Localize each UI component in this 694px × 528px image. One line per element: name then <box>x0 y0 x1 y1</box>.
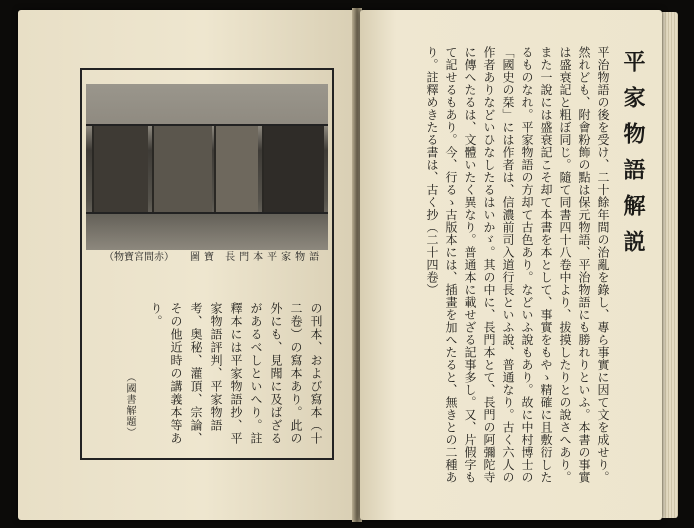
right-page <box>360 10 662 520</box>
scroll-1 <box>92 126 148 212</box>
figure-caption: 圖寶 長門本平家物語 <box>190 252 324 263</box>
quote-source: （國書解題） <box>124 372 135 438</box>
scroll-4 <box>262 126 324 212</box>
quote-text: の刊本、および寫本（十二卷）の寫本あり。此の外にも、見聞に及ばざるがあるべしといへり。註釋本には平家物語抄、平家物語評判、平家物語考、奥秘、灌頂、宗論、その他近時の講義本等あり。 <box>149 302 323 445</box>
figure-frame <box>80 68 334 460</box>
figure-note: （物寶宮間赤） <box>104 252 174 263</box>
scroll-photo <box>86 84 328 250</box>
scroll-3 <box>214 126 258 212</box>
body-text: 平治物語の後を受け、二十餘年間の治亂を錄し、專ら事實に因て文を成せり。然れども、附會粉飾の點は保元物語、平治物語にも勝れりといふ。本書の事實は盛衰記と粗ぼ同じ。隨て同書四十八卷中より、拔摸したりとの說さへあり。また一說には盛衰記こそ却て本書を本として、事實をもやゝ精確に且敷衍したるものなれ。平家物語の方却て古色あり。などいふ說もあり。故に中村博士の「國史の栞」には作者は、信濃前司入道行長といふ說、普通なり。古く六人の作者ありなどいひなしたるはいかゞ。其の中に、長門本とて、長門の阿彌陀寺に傳へたるは、文體いたく異なり。普通本に載せざる記事多し。又、片假字もて記せるもあり。今、行るゝ古版本には、插畫を加へたると、無きとの二種あり。註釋めきたる書は、古く抄（二十四卷） <box>425 46 610 484</box>
scroll-2 <box>152 126 212 212</box>
page-edges <box>662 12 678 518</box>
left-page <box>18 10 356 520</box>
page-title: 平家物語解説 <box>620 50 646 266</box>
